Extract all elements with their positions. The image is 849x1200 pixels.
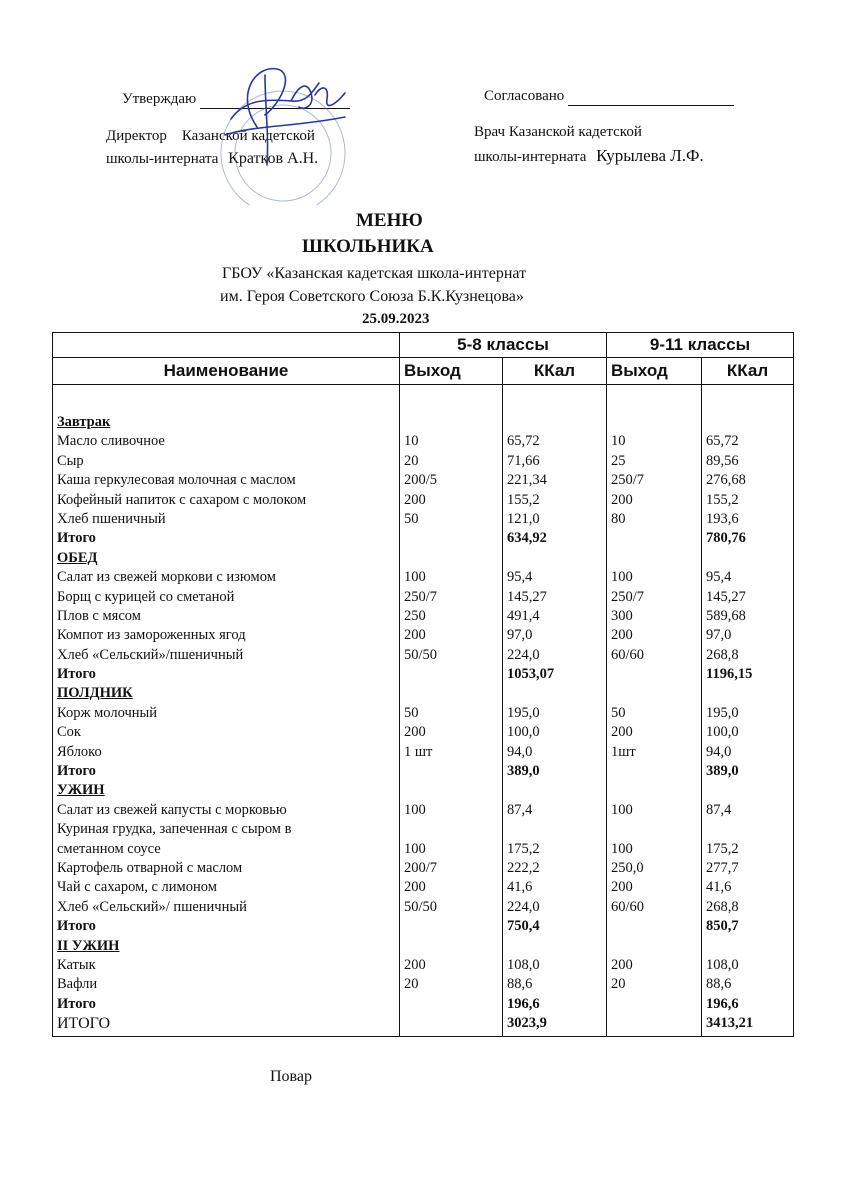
menu-item-output — [404, 781, 498, 800]
menu-item-kcal — [507, 549, 602, 568]
menu-item-kcal: 175,2 — [507, 840, 540, 857]
menu-item-kcal: 750,4 — [507, 918, 540, 935]
menu-item-output: 50/50 — [404, 646, 438, 663]
menu-item-output: 200 — [404, 956, 426, 973]
menu-item-output — [404, 820, 498, 839]
menu-item-kcal — [507, 781, 602, 800]
menu-item-kcal: 97,0 — [507, 627, 533, 644]
menu-date: 25.09.2023 — [362, 311, 430, 327]
menu-item-kcal: 3023,9 — [507, 1015, 547, 1032]
menu-item-output: 250,0 — [611, 859, 644, 876]
menu-item-name: Куриная грудка, запеченная с сыром в — [57, 821, 292, 838]
menu-item-kcal: 145,27 — [507, 588, 547, 605]
menu-item-output: 20 — [404, 452, 419, 469]
menu-item-kcal: 3413,21 — [706, 1015, 754, 1032]
menu-item-kcal: 94,0 — [706, 743, 732, 760]
approve-label: Утверждаю — [122, 91, 197, 107]
col-header-kcal-5-8: ККал — [503, 358, 607, 385]
menu-item-kcal: 222,2 — [507, 859, 540, 876]
menu-item-kcal: 87,4 — [706, 801, 732, 818]
menu-item-kcal: 95,4 — [507, 569, 533, 586]
menu-item-name: Борщ с курицей со сметаной — [57, 588, 235, 605]
approve-position: Директор Казанской кадетской — [106, 128, 315, 144]
menu-item-kcal: 108,0 — [507, 956, 540, 973]
menu-subtitle: ШКОЛЬНИКА — [302, 236, 434, 257]
menu-item-output: 1 шт — [404, 743, 433, 760]
menu-item-output: 50 — [611, 704, 626, 721]
menu-item-output: 250/7 — [611, 588, 645, 605]
menu-item-kcal: 193,6 — [706, 510, 739, 527]
menu-item-output — [404, 684, 498, 703]
menu-item-output: 200 — [611, 491, 633, 508]
menu-item-kcal: 195,0 — [706, 704, 739, 721]
menu-item-name: Сок — [57, 724, 81, 741]
output-9-11-column — [607, 385, 702, 1037]
menu-item-output: 100 — [611, 801, 633, 818]
menu-item-output: 200 — [404, 627, 426, 644]
menu-item-output: 200 — [404, 724, 426, 741]
agree-position: Врач Казанской кадетской — [474, 124, 642, 140]
menu-item-kcal: 65,72 — [706, 433, 739, 450]
menu-item-name: ОБЕД — [57, 549, 98, 566]
menu-item-name: Хлеб пшеничный — [57, 510, 166, 527]
group-header-row — [53, 333, 794, 358]
menu-item-kcal: 97,0 — [706, 627, 732, 644]
menu-item-output — [611, 413, 697, 432]
menu-item-kcal: 196,6 — [507, 995, 540, 1012]
group-header-empty — [53, 333, 400, 358]
menu-item-kcal: 195,0 — [507, 704, 540, 721]
kcal-9-11-column — [702, 385, 794, 1037]
menu-item-kcal: 108,0 — [706, 956, 739, 973]
menu-item-output — [404, 1014, 498, 1033]
menu-item-output: 10 — [611, 433, 626, 450]
menu-item-name: Итого — [57, 995, 96, 1012]
menu-item-output — [404, 665, 498, 684]
col-header-output-5-8: Выход — [400, 358, 503, 385]
menu-item-output: 50 — [404, 704, 419, 721]
menu-item-output — [611, 995, 697, 1014]
menu-item-output: 250/7 — [404, 588, 438, 605]
agree-label-row — [484, 88, 734, 106]
menu-item-kcal: 224,0 — [507, 646, 540, 663]
menu-item-name: Сыр — [57, 452, 84, 469]
menu-item-kcal: 196,6 — [706, 995, 739, 1012]
menu-item-name: Корж молочный — [57, 704, 157, 721]
menu-item-kcal: 95,4 — [706, 569, 732, 586]
menu-item-output: 100 — [404, 840, 426, 857]
menu-item-output — [611, 820, 697, 839]
menu-item-name: ИТОГО — [57, 1015, 111, 1033]
menu-item-kcal: 175,2 — [706, 840, 739, 857]
menu-item-kcal: 780,76 — [706, 530, 746, 547]
menu-item-name: II УЖИН — [57, 937, 120, 954]
menu-item-output: 20 — [404, 976, 419, 993]
menu-item-output: 80 — [611, 510, 626, 527]
menu-item-name: Итого — [57, 530, 96, 547]
menu-item-name: Компот из замороженных ягод — [57, 627, 246, 644]
menu-item-kcal — [706, 549, 789, 568]
menu-item-output — [611, 549, 697, 568]
menu-item-name: Чай с сахаром, с лимоном — [57, 879, 217, 896]
approve-school: школы-интерната — [106, 151, 219, 167]
menu-item-kcal: 155,2 — [706, 491, 739, 508]
menu-item-kcal: 71,66 — [507, 452, 540, 469]
menu-item-kcal: 155,2 — [507, 491, 540, 508]
menu-item-name: Плов с мясом — [57, 607, 141, 624]
menu-item-kcal: 276,68 — [706, 472, 746, 489]
cook-label: Повар — [270, 1068, 312, 1085]
menu-item-kcal: 121,0 — [507, 510, 540, 527]
col-header-name: Наименование — [53, 358, 400, 385]
menu-item-output — [404, 529, 498, 548]
menu-item-kcal: 277,7 — [706, 859, 739, 876]
agree-doctor-name: Курылева Л.Ф. — [596, 146, 704, 165]
menu-item-output: 100 — [404, 569, 426, 586]
menu-item-output: 50/50 — [404, 898, 438, 915]
kcal-5-8-column — [503, 385, 607, 1037]
menu-item-kcal — [706, 684, 789, 703]
menu-item-output: 100 — [404, 801, 426, 818]
menu-item-name: ПОЛДНИК — [57, 685, 133, 702]
menu-item-output — [611, 937, 697, 956]
menu-item-output: 200/5 — [404, 472, 438, 489]
menu-item-name: сметанном соусе — [57, 840, 161, 857]
menu-item-kcal: 88,6 — [507, 976, 533, 993]
menu-item-output — [404, 762, 498, 781]
group-5-8: 5-8 классы — [400, 333, 607, 358]
school-name-line1: ГБОУ «Казанская кадетская школа-интернат — [222, 265, 527, 282]
agree-school: школы-интерната — [474, 149, 587, 165]
menu-item-output: 200 — [611, 956, 633, 973]
menu-item-kcal: 268,8 — [706, 898, 739, 915]
menu-title: МЕНЮ — [356, 210, 423, 231]
menu-item-kcal: 221,34 — [507, 472, 547, 489]
menu-item-name: Итого — [57, 666, 96, 683]
menu-item-kcal — [507, 820, 602, 839]
menu-item-output: 20 — [611, 976, 626, 993]
menu-item-name: Хлеб «Сельский»/пшеничный — [57, 646, 244, 663]
menu-item-kcal: 850,7 — [706, 918, 739, 935]
menu-item-name: Каша геркулесовая молочная с маслом — [57, 472, 296, 489]
menu-item-name: Салат из свежей капусты с морковью — [57, 801, 287, 818]
menu-item-kcal: 100,0 — [507, 724, 540, 741]
col-header-output-9-11: Выход — [607, 358, 702, 385]
menu-item-name: Картофель отварной с маслом — [57, 859, 243, 876]
menu-item-output: 60/60 — [611, 898, 645, 915]
menu-item-output — [611, 1014, 697, 1033]
menu-item-kcal: 89,56 — [706, 452, 739, 469]
menu-item-output — [611, 529, 697, 548]
school-name-line2: им. Героя Советского Союза Б.К.Кузнецова» — [220, 288, 524, 305]
agree-signature-line — [568, 88, 734, 106]
menu-item-output: 300 — [611, 607, 633, 624]
menu-item-output — [404, 549, 498, 568]
menu-item-name: Катык — [57, 956, 96, 973]
menu-item-output: 200 — [404, 491, 426, 508]
menu-item-kcal — [706, 413, 789, 432]
menu-item-kcal: 491,4 — [507, 607, 540, 624]
menu-item-output — [404, 917, 498, 936]
menu-item-kcal: 145,27 — [706, 588, 746, 605]
output-5-8-column — [400, 385, 503, 1037]
menu-item-kcal: 100,0 — [706, 724, 739, 741]
menu-item-name: Завтрак — [57, 414, 111, 430]
menu-item-name: Яблоко — [57, 743, 102, 760]
menu-item-output — [611, 781, 697, 800]
agree-label: Согласовано — [484, 88, 565, 104]
menu-item-output: 200/7 — [404, 859, 438, 876]
menu-table — [52, 332, 794, 1037]
menu-item-output: 250/7 — [611, 472, 645, 489]
menu-item-output: 60/60 — [611, 646, 645, 663]
menu-item-kcal: 87,4 — [507, 801, 533, 818]
menu-item-output — [611, 684, 697, 703]
column-header-row — [53, 358, 794, 385]
menu-item-kcal: 389,0 — [706, 763, 739, 780]
menu-item-output — [611, 917, 697, 936]
menu-item-output: 50 — [404, 510, 419, 527]
director-signature-stamp-icon — [195, 55, 360, 205]
menu-item-output: 200 — [611, 627, 633, 644]
menu-item-kcal: 41,6 — [706, 879, 732, 896]
menu-item-output: 1шт — [611, 743, 636, 760]
menu-item-kcal: 224,0 — [507, 898, 540, 915]
group-9-11: 9-11 классы — [607, 333, 794, 358]
menu-item-output — [404, 937, 498, 956]
menu-item-kcal: 589,68 — [706, 607, 746, 624]
menu-item-kcal — [507, 937, 602, 956]
menu-item-name: Кофейный напиток с сахаром с молоком — [57, 491, 307, 508]
menu-items-column — [53, 385, 400, 1037]
menu-item-kcal: 94,0 — [507, 743, 533, 760]
menu-item-output: 100 — [611, 569, 633, 586]
menu-item-name: Салат из свежей моркови с изюмом — [57, 569, 276, 586]
menu-item-kcal: 65,72 — [507, 433, 540, 450]
menu-item-name: Итого — [57, 763, 96, 780]
menu-item-name: Хлеб «Сельский»/ пшеничный — [57, 898, 247, 915]
menu-item-name: УЖИН — [57, 782, 105, 799]
menu-item-output: 200 — [611, 879, 633, 896]
menu-item-kcal: 1053,07 — [507, 666, 555, 683]
menu-item-kcal: 389,0 — [507, 763, 540, 780]
menu-item-output: 100 — [611, 840, 633, 857]
menu-item-kcal — [507, 684, 602, 703]
menu-item-kcal: 268,8 — [706, 646, 739, 663]
menu-item-output: 25 — [611, 452, 626, 469]
menu-item-kcal — [706, 820, 789, 839]
menu-body-row — [53, 385, 794, 1037]
col-header-kcal-9-11: ККал — [702, 358, 794, 385]
menu-item-output — [404, 995, 498, 1014]
menu-item-output: 200 — [611, 724, 633, 741]
menu-item-name: Итого — [57, 918, 96, 935]
menu-item-output — [611, 762, 697, 781]
menu-item-kcal: 1196,15 — [706, 666, 753, 683]
menu-item-output — [611, 665, 697, 684]
menu-item-kcal — [706, 781, 789, 800]
menu-item-kcal: 88,6 — [706, 976, 732, 993]
menu-item-name: Масло сливочное — [57, 433, 165, 450]
menu-item-output: 250 — [404, 607, 426, 624]
menu-item-kcal — [507, 413, 602, 432]
agree-school-row — [474, 146, 704, 166]
menu-item-kcal: 634,92 — [507, 530, 547, 547]
menu-item-kcal: 41,6 — [507, 879, 533, 896]
menu-item-output: 200 — [404, 879, 426, 896]
menu-item-kcal — [706, 937, 789, 956]
menu-item-name: Вафли — [57, 976, 98, 993]
approve-director-name: Кратков А.Н. — [228, 150, 319, 167]
menu-item-output: 10 — [404, 433, 419, 450]
menu-item-output — [404, 413, 498, 432]
